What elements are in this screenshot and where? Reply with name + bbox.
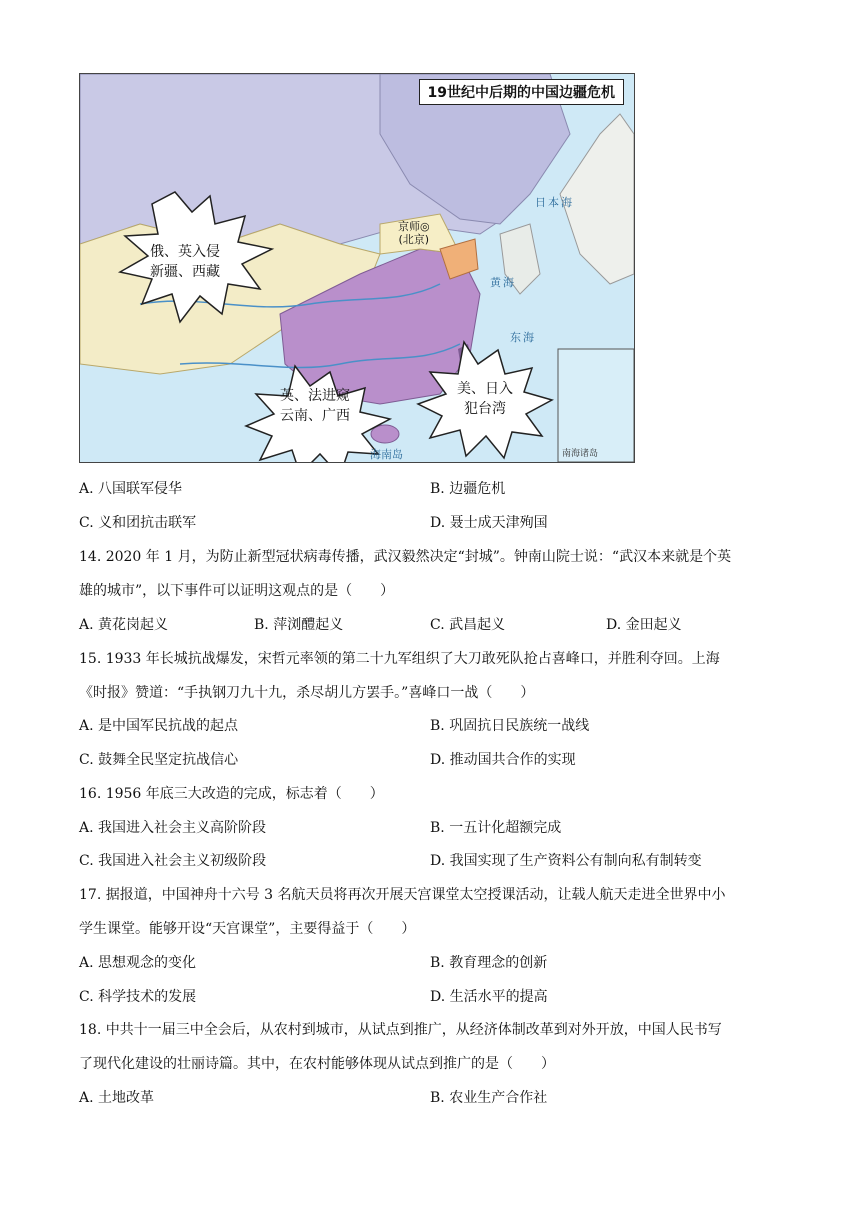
q17-option-b[interactable]: B. 教育理念的创新 xyxy=(430,955,548,971)
capital-name: 京师◎ xyxy=(398,220,430,233)
burst-southeast-line1: 美、日入 xyxy=(457,381,513,397)
q16-stem: 16. 1956 年底三大改造的完成，标志着（ ） xyxy=(79,786,384,802)
sea-east: 东海 xyxy=(510,331,536,344)
q15-option-c[interactable]: C. 鼓舞全民坚定抗战信心 xyxy=(79,752,239,768)
q15-stem-line2: 《时报》赞道：“手执钢刀九十九，杀尽胡儿方罢手。”喜峰口一战（ ） xyxy=(79,685,535,701)
q18-option-a[interactable]: A. 土地改革 xyxy=(79,1090,155,1106)
q17-option-a[interactable]: A. 思想观念的变化 xyxy=(79,955,197,971)
burst-label-southeast xyxy=(440,379,530,419)
q14-stem-line2: 雄的城市”，以下事件可以证明这观点的是（ ） xyxy=(79,583,395,599)
q17-option-c[interactable]: C. 科学技术的发展 xyxy=(79,989,197,1005)
q14-stem-line1: 14. 2020 年 1 月，为防止新型冠状病毒传播，武汉毅然决定“封城”。钟南山院士说：“武汉本来就是个英 xyxy=(79,549,732,565)
q15-option-b[interactable]: B. 巩固抗日民族统一战线 xyxy=(430,718,590,734)
q13-option-b[interactable]: B. 边疆危机 xyxy=(430,481,506,497)
capital-label xyxy=(398,220,430,246)
q16-option-c[interactable]: C. 我国进入社会主义初级阶段 xyxy=(79,853,267,869)
burst-northwest-line1: 俄、英入侵 xyxy=(150,244,220,260)
q14-option-a[interactable]: A. 黄花岗起义 xyxy=(79,617,169,633)
q15-option-d[interactable]: D. 推动国共合作的实现 xyxy=(430,752,576,768)
burst-label-northwest xyxy=(130,242,240,282)
q14-option-d[interactable]: D. 金田起义 xyxy=(606,617,682,633)
q13-option-c[interactable]: C. 义和团抗击联军 xyxy=(79,515,197,531)
q17-option-d[interactable]: D. 生活水平的提高 xyxy=(430,989,548,1005)
q13-option-a[interactable]: A. 八国联军侵华 xyxy=(79,481,183,497)
q18-option-b[interactable]: B. 农业生产合作社 xyxy=(430,1090,548,1106)
burst-south-line2: 云南、广西 xyxy=(280,408,350,424)
q16-option-d[interactable]: D. 我国实现了生产资料公有制向私有制转变 xyxy=(430,853,702,869)
map-title: 19世纪中后期的中国边疆危机 xyxy=(419,79,624,105)
q13-option-d[interactable]: D. 聂士成天津殉国 xyxy=(430,515,548,531)
burst-south-line1: 英、法进窥 xyxy=(280,388,350,404)
burst-label-south xyxy=(265,386,365,426)
q17-stem-line2: 学生课堂。能够开设“天宫课堂”，主要得益于（ ） xyxy=(79,921,416,937)
q18-stem-line1: 18. 中共十一届三中全会后，从农村到城市，从试点到推广，从经济体制改革到对外开放，中国人民书写 xyxy=(79,1022,722,1038)
q14-option-b[interactable]: B. 萍浏醴起义 xyxy=(254,617,344,633)
q15-option-a[interactable]: A. 是中国军民抗战的起点 xyxy=(79,718,239,734)
map-figure xyxy=(79,73,635,463)
capital-subname: (北京) xyxy=(398,233,430,246)
q18-stem-line2: 了现代化建设的壮丽诗篇。其中，在农村能够体现从试点到推广的是（ ） xyxy=(79,1056,555,1072)
q16-option-a[interactable]: A. 我国进入社会主义高阶阶段 xyxy=(79,820,267,836)
burst-southeast-line2: 犯台湾 xyxy=(464,401,506,417)
q17-stem-line1: 17. 据报道，中国神舟十六号 3 名航天员将再次开展天宫课堂太空授课活动，让载人航天走进全世界中小 xyxy=(79,887,726,903)
q16-option-b[interactable]: B. 一五计化超额完成 xyxy=(430,820,562,836)
sea-japan: 日本海 xyxy=(535,196,574,209)
hainan-label: 海南岛 xyxy=(370,448,403,461)
sea-yellow: 黄海 xyxy=(490,276,516,289)
south-sea-islands-label: 南海诸岛 xyxy=(562,449,599,459)
burst-northwest-line2: 新疆、西藏 xyxy=(150,264,220,280)
q14-option-c[interactable]: C. 武昌起义 xyxy=(430,617,506,633)
q15-stem-line1: 15. 1933 年长城抗战爆发，宋哲元率领的第二十九军组织了大刀敢死队抢占喜峰口，并胜利夺回。上海 xyxy=(79,651,720,667)
